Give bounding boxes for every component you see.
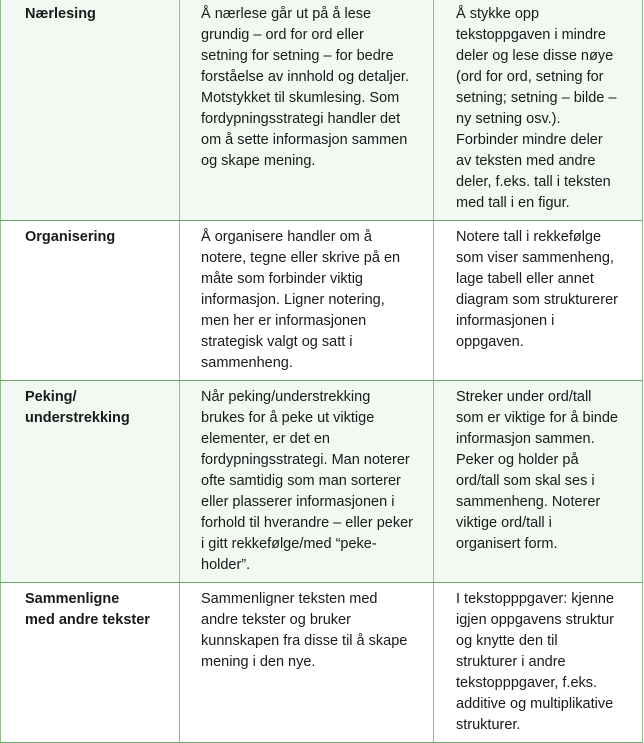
table-row (1, 583, 643, 743)
description-cell: Å organisere handler om å notere, tegne eller skrive på en måte som forbinder viktig informasjon. Ligner notering, men her er informasjonen strategisk valgt og satt i sammenheng. (180, 221, 434, 381)
example-cell: Streker under ord/tall som er viktige for å binde informasjon sammen. Peker og holder på ord/tall som skal ses i sammenheng. Noterer viktige ord/tall i organisert form. (434, 381, 643, 583)
example-cell: I tekstopppgaver: kjenne igjen oppgavens struktur og knytte den til strukturer i andre tekstopppgaver, f.eks. additive og multiplikative strukturer. (434, 583, 643, 743)
description-cell: Å nærlese går ut på å lese grundig – ord for ord eller setning for setning – for bedre forståelse av innhold og detaljer. Motstykket til skumlesing. Som fordypningsstrategi handler det om å sette informasjon sammen og skape mening. (180, 0, 434, 221)
table-row (1, 381, 643, 583)
description-cell: Når peking/understrekking brukes for å peke ut viktige elementer, er det en fordypningsstrategi. Man noterer ofte samtidig som man sorterer eller plasserer informasjonen i forhold til hverandre – eller peker i gitt rekkefølge/med “peke- holder”. (180, 381, 434, 583)
strategy-name-cell: Peking/ understrekking (1, 381, 180, 583)
description-cell: Sammenligner teksten med andre tekster og bruker kunnskapen fra disse til å skape mening i den nye. (180, 583, 434, 743)
example-cell: Å stykke opp tekstoppgaven i mindre deler og lese disse nøye (ord for ord, setning for setning; setning – bilde – ny setning osv.). Forbinder mindre deler av teksten med andre deler, f.eks. tall i teksten med tall i en figur. (434, 0, 643, 221)
strategy-name-cell: Sammenligne med andre tekster (1, 583, 180, 743)
strategy-name-cell: Organisering (1, 221, 180, 381)
table-row (1, 0, 643, 221)
table-row (1, 221, 643, 381)
strategy-name-cell: Nærlesing (1, 0, 180, 221)
example-cell: Notere tall i rekkefølge som viser sammenheng, lage tabell eller annet diagram som strukturerer informasjonen i oppgaven. (434, 221, 643, 381)
